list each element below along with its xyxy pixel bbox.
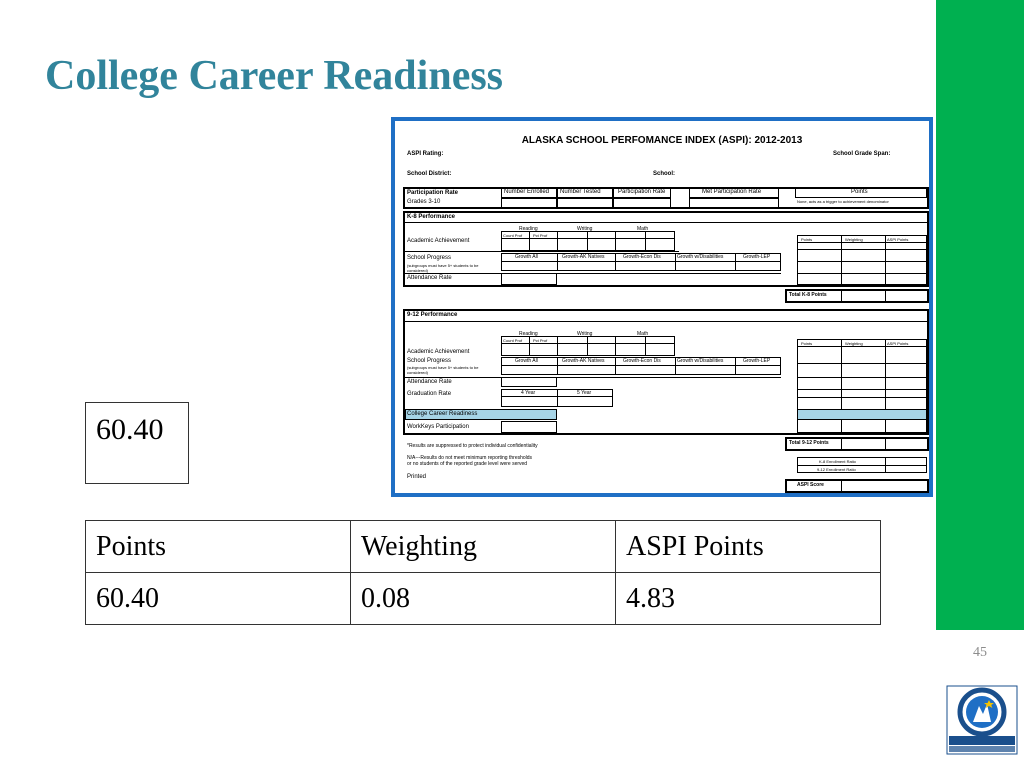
hs-growth-ak: Growth-AK Natives [562,358,605,364]
value-box-value: 60.40 [96,413,164,446]
tested-header: Number Tested [560,189,601,195]
k8-academic: Academic Achievement [407,238,470,244]
k8-count-prof: Count Prof [503,233,523,238]
k8-growth-econ: Growth-Econ Dis [623,254,661,260]
k8-aspi-col: ASPI Points [887,237,909,242]
k8-title: K-8 Performance [407,214,456,220]
cell-points: 60.40 [86,573,351,625]
hs-workkeys: WorkKeys Participation [407,424,469,430]
hs-writing: Writing [577,331,593,337]
enrolled-header: Number Enrolled [504,189,550,195]
aspi-score-label: ASPI Score [797,482,824,488]
hs-academic: Academic Achievement [407,349,470,355]
k8-growth-ak: Growth-AK Natives [562,254,605,260]
hs-aspi-col: ASPI Points [887,341,909,346]
form-title: ALASKA SCHOOL PERFOMANCE INDEX (ASPI): 2012-2013 [521,135,803,146]
hs-growth-all: Growth All [515,358,538,364]
hs-graduation: Graduation Rate [407,391,452,397]
grade-span-label: School Grade Span: [833,151,891,157]
hs-title: 9-12 Performance [407,312,458,318]
slide-number: 45 [973,645,987,660]
participation-label: Participation Rate [407,190,459,196]
hs-progress-note: (subgroups must have 5+ students to be considered) [407,365,479,375]
header-aspi-points: ASPI Points [616,521,881,573]
table-row [86,573,881,625]
hs-growth-disab: Growth w/Disabilities [677,358,724,364]
k8-reading: Reading [519,226,538,232]
hs-progress: School Progress [407,358,452,364]
hs-pct-prof: Pct Prof [533,338,548,343]
hs-growth-econ: Growth-Econ Dis [623,358,661,364]
footnote-na-2: or no students of the reported grade level were served [407,461,528,467]
value-box [85,402,189,484]
hs-reading: Reading [519,331,538,337]
hs-math: Math [637,331,649,337]
hs-grad-4yr: 4 Year [521,390,536,396]
table-header-row [86,521,881,573]
k8-progress-note: (subgroups must have 5+ students to be considered) [407,263,479,273]
participation-note: None, acts as a trigger to achievement denominator [797,199,889,204]
footnote-suppressed: *Results are suppressed to protect individual confidentiality [407,443,538,449]
hs-growth-lep: Growth-LEP [743,358,771,364]
points-header: Points [851,189,868,195]
met-header: Met Participation Rate [702,189,762,195]
k8-math: Math [637,226,649,232]
hs-attendance: Attendance Rate [407,379,452,385]
k8-growth-all: Growth All [515,254,538,260]
k8-growth-lep: Growth-LEP [743,254,771,260]
rate-header: Participation Rate [618,189,666,195]
k8-attendance: Attendance Rate [407,275,452,281]
footnote-na-1: N/A---Results do not meet minimum reporting thresholds [407,455,533,461]
hs-weighting-col: Weighting [845,341,863,346]
hs-count-prof: Count Prof [503,338,523,343]
header-weighting: Weighting [351,521,616,573]
hs-grad-5yr: 5 Year [577,390,592,396]
school-label: School: [653,171,675,177]
aspi-form-image [391,117,933,497]
k8-writing: Writing [577,226,593,232]
hs-points-col: Points [801,341,813,346]
header-points: Points [86,521,351,573]
cell-aspi-points: 4.83 [616,573,881,625]
k8-points-col: Points [801,237,813,242]
hs-ccr: College Career Readiness [407,411,478,417]
cell-weighting: 0.08 [351,573,616,625]
k8-growth-disab: Growth w/Disabilities [677,254,724,260]
department-logo [945,684,1019,756]
footnote-printed: Printed [407,474,427,480]
k8-total: Total K-8 Points [789,292,827,298]
points-table [85,520,881,625]
hs-ratio: 9-12 Enrollment Ratio [817,467,856,472]
k8-weighting-col: Weighting [845,237,863,242]
k8-pct-prof: Pct Prof [533,233,548,238]
k8-progress: School Progress [407,255,452,261]
participation-sublabel: Grades 3-10 [407,199,441,205]
k8-ratio: K-8 Enrollment Ratio [819,459,856,464]
slide-title: College Career Readiness [45,53,504,99]
hs-total: Total 9-12 Points [789,440,829,446]
aspi-rating-label: ASPI Rating: [407,151,444,157]
district-label: School District: [407,171,452,177]
